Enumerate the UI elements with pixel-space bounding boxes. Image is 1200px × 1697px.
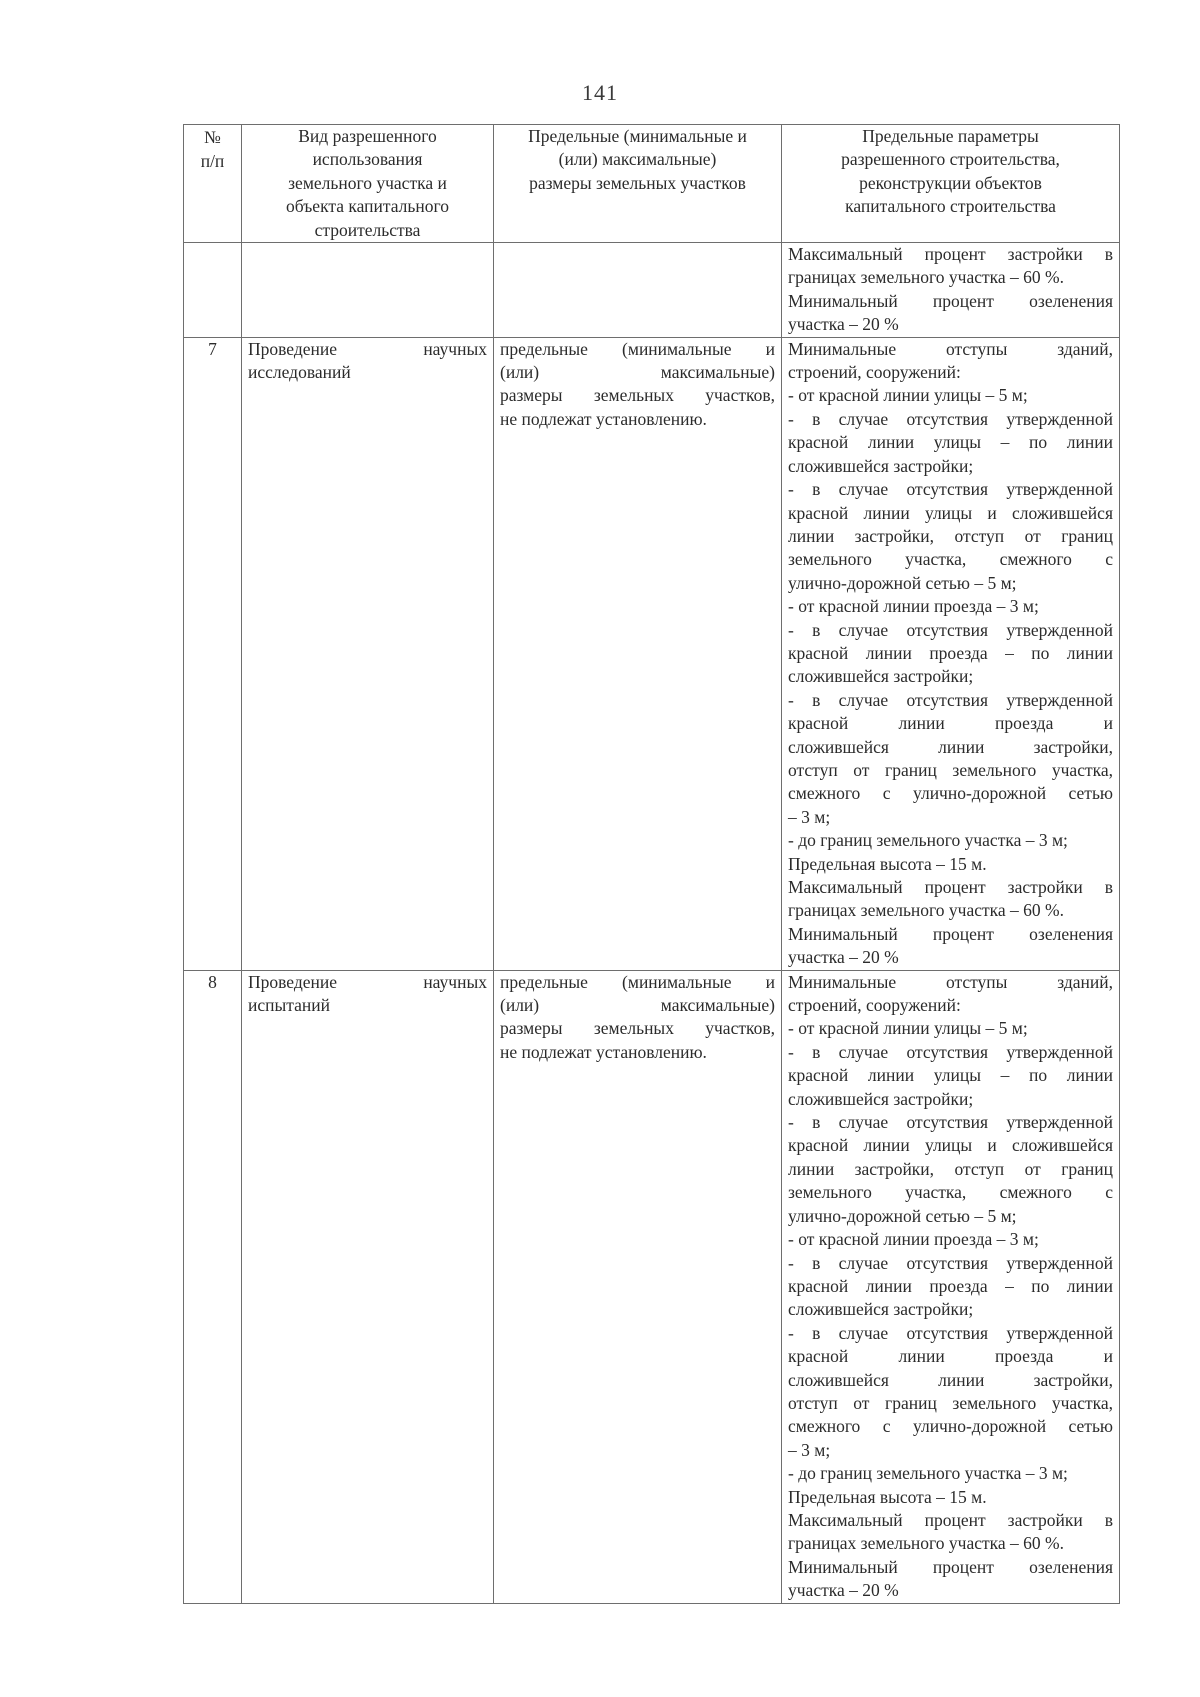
params-line: границах земельного участка – 60 %. [788,267,1064,288]
header-line: разрешенного строительства, [841,149,1060,170]
header-line: Предельные (минимальные и [528,126,747,146]
sizes-line: (или) максимальные) [500,995,775,1016]
params-line: красной линии улицы и сложившейся [788,1135,1113,1156]
header-line: п/п [200,151,225,171]
params-line: красной линии проезда и [788,1346,1113,1367]
construction-params-cell [782,337,1120,970]
params-line: Минимальный процент озеленения [788,1556,1113,1577]
usage-line: Проведение научных [248,971,487,992]
params-line: сложившейся линии застройки, [788,1369,1113,1390]
params-line: красной линии проезда – по линии [788,642,1113,663]
params-line: - в случае отсутствия утвержденной [788,689,1113,710]
page-number: 141 [582,80,618,105]
usage-type-cell [242,970,494,1603]
usage-type-cell [242,243,494,338]
header-line: Предельные параметры [862,126,1039,146]
params-line: - от красной линии проезда – 3 м; [788,1229,1039,1250]
params-line: красной линии улицы и сложившейся [788,502,1113,523]
header-plot-sizes [494,125,782,243]
plot-sizes-cell [494,243,782,338]
params-line: – 3 м; [788,1439,831,1460]
params-line: сложившейся линии застройки, [788,736,1113,757]
usage-type-cell [242,337,494,970]
header-line: реконструкции объектов [859,172,1042,193]
params-line: участка – 20 % [788,1580,899,1601]
usage-line: исследований [248,362,351,383]
header-number [184,125,242,243]
construction-params-cell [782,243,1120,338]
params-line: - в случае отсутствия утвержденной [788,479,1113,500]
params-line: отступ от границ земельного участка, [788,759,1113,780]
sizes-line: предельные (минимальные и [500,971,775,992]
params-line: сложившейся застройки; [788,1299,974,1320]
params-line: - от красной линии проезда – 3 м; [788,596,1039,617]
usage-line: Проведение научных [248,338,487,359]
header-line: капитального строительства [845,196,1056,217]
params-line: Максимальный процент застройки в [788,244,1113,265]
params-line: красной линии улицы – по линии [788,432,1113,453]
row-number [184,243,242,338]
params-line: участка – 20 % [788,947,899,968]
sizes-line: (или) максимальные) [500,362,775,383]
header-line: объекта капитального [286,196,449,217]
params-line: сложившейся застройки; [788,1088,974,1109]
table-body [184,243,1120,1604]
params-line: улично-дорожной сетью – 5 м; [788,1205,1017,1226]
sizes-line: не подлежат установлению. [500,1041,707,1062]
table-row [184,243,1120,338]
params-line: Минимальный процент озеленения [788,923,1113,944]
params-line: - в случае отсутствия утвержденной [788,408,1113,429]
params-line: Предельная высота – 15 м. [788,1486,987,1507]
params-line: Минимальные отступы зданий, [788,338,1113,359]
params-line: - до границ земельного участка – 3 м; [788,1463,1068,1484]
params-line: земельного участка, смежного с [788,1182,1113,1203]
params-line: линии застройки, отступ от границ [788,1158,1113,1179]
params-line: строений, сооружений: [788,362,961,383]
header-construction-params [782,125,1120,243]
params-line: - в случае отсутствия утвержденной [788,619,1113,640]
plot-sizes-cell [494,337,782,970]
params-line: смежного с улично-дорожной сетью [788,1416,1113,1437]
params-line: - в случае отсутствия утвержденной [788,1322,1113,1343]
header-line: размеры земельных участков [529,172,746,193]
params-line: границах земельного участка – 60 %. [788,900,1064,921]
header-line: строительства [314,219,421,240]
table-row [184,337,1120,970]
params-line: - в случае отсутствия утвержденной [788,1252,1113,1273]
params-line: красной линии проезда и [788,713,1113,734]
construction-params-cell [782,970,1120,1603]
params-line: границах земельного участка – 60 %. [788,1533,1064,1554]
params-line: - в случае отсутствия утвержденной [788,1112,1113,1133]
plot-sizes-cell [494,970,782,1603]
header-line: № [204,127,221,147]
params-line: сложившейся застройки; [788,455,974,476]
params-line: - до границ земельного участка – 3 м; [788,830,1068,851]
sizes-line: размеры земельных участков, [500,385,775,406]
params-line: Максимальный процент застройки в [788,1509,1113,1530]
params-line: - от красной линии улицы – 5 м; [788,385,1028,406]
row-number: 8 [184,970,242,1603]
table-header-row [184,125,1120,243]
params-line: Минимальные отступы зданий, [788,971,1113,992]
params-line: Максимальный процент застройки в [788,877,1113,897]
params-line: смежного с улично-дорожной сетью [788,783,1113,804]
params-line: - от красной линии улицы – 5 м; [788,1018,1028,1039]
header-line: (или) максимальные) [558,149,717,170]
usage-line: испытаний [248,995,330,1016]
header-line: земельного участка и [288,172,447,193]
params-line: Минимальный процент озеленения [788,290,1113,311]
row-number: 7 [184,337,242,970]
params-line: красной линии проезда – по линии [788,1275,1113,1296]
params-line: Предельная высота – 15 м. [788,853,987,874]
params-line: сложившейся застройки; [788,666,974,687]
params-line: - в случае отсутствия утвержденной [788,1041,1113,1062]
params-line: красной линии улицы – по линии [788,1065,1113,1086]
params-line: улично-дорожной сетью – 5 м; [788,572,1017,593]
table-row [184,970,1120,1603]
header-line: Вид разрешенного [298,126,437,146]
params-line: линии застройки, отступ от границ [788,525,1113,546]
params-line: – 3 м; [788,806,831,827]
params-line: отступ от границ земельного участка, [788,1392,1113,1413]
sizes-line: не подлежат установлению. [500,408,707,429]
params-line: строений, сооружений: [788,995,961,1016]
regulations-table [183,124,1120,1604]
sizes-line: предельные (минимальные и [500,338,775,359]
header-line: использования [312,149,423,170]
params-line: земельного участка, смежного с [788,549,1113,570]
params-line: участка – 20 % [788,314,899,335]
header-usage-type [242,125,494,243]
sizes-line: размеры земельных участков, [500,1018,775,1039]
